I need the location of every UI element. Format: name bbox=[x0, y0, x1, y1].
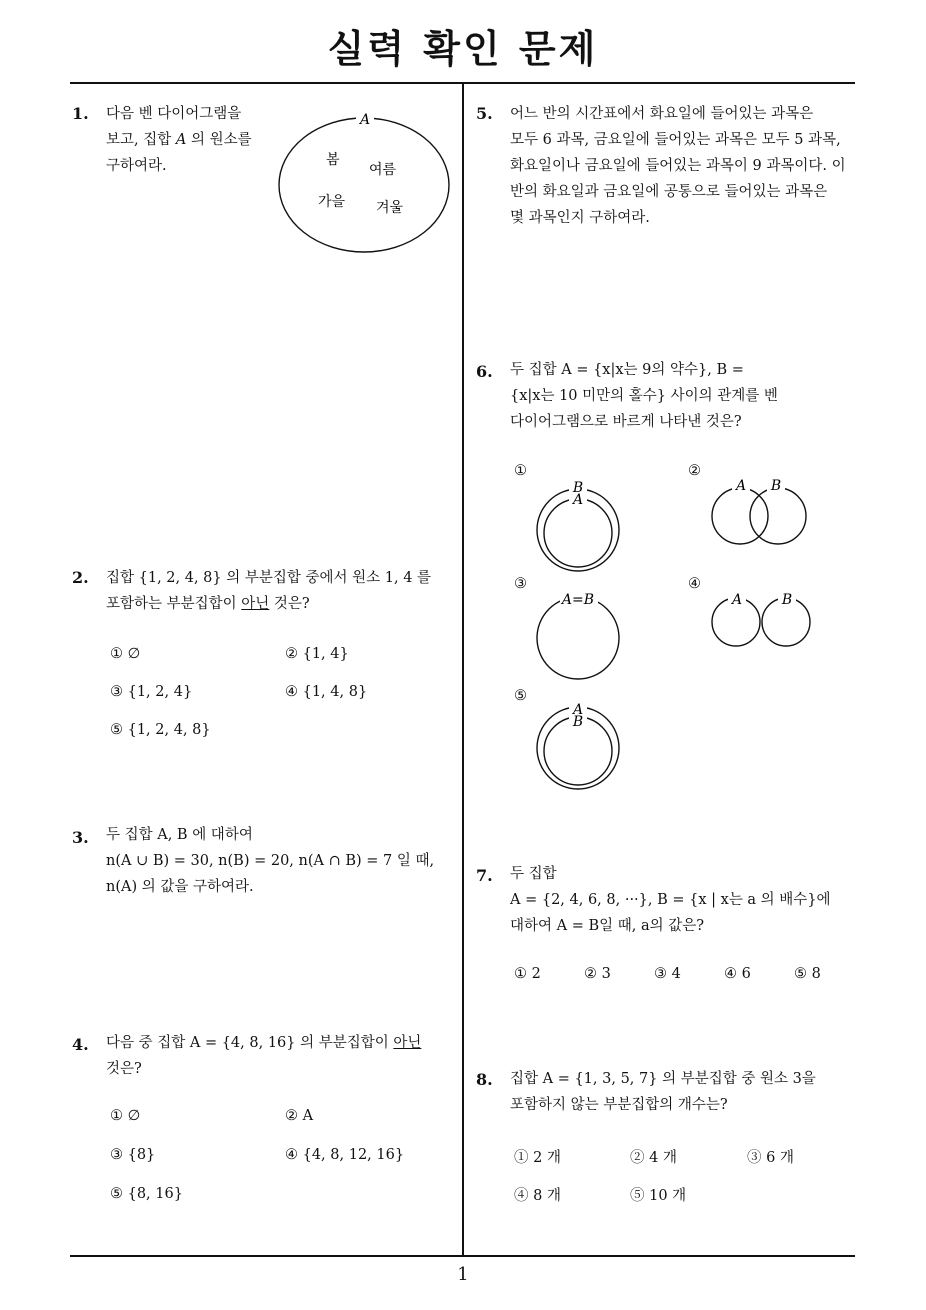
q4-number: 4. bbox=[72, 1035, 89, 1054]
q6-diagram-5 bbox=[530, 700, 630, 800]
q5-number: 5. bbox=[476, 104, 493, 123]
q2-option-3[interactable]: ③ {1, 2, 4} bbox=[110, 684, 193, 700]
q3-text bbox=[106, 822, 434, 900]
bottom-rule bbox=[70, 1255, 855, 1257]
q1-element-2: 여름 bbox=[369, 162, 397, 178]
q7-line1: 두 집합 bbox=[510, 866, 557, 882]
q4-option-3[interactable]: ③ {8} bbox=[110, 1147, 156, 1163]
q4-option-5[interactable]: ⑤ {8, 16} bbox=[110, 1186, 183, 1202]
q8-line1: 집합 A = {1, 3, 5, 7} 의 부분집합 중 원소 3을 bbox=[510, 1071, 816, 1087]
q7-text bbox=[510, 861, 831, 939]
q6-choice-2[interactable]: ② bbox=[688, 463, 701, 479]
q1-line2: 보고, 집합 A 의 원소를 bbox=[106, 132, 252, 148]
q6-line3: 다이어그램으로 바르게 나타낸 것은? bbox=[510, 414, 742, 430]
q8-line2: 포함하지 않는 부분집합의 개수는? bbox=[510, 1097, 728, 1113]
q7-option-2[interactable]: ② 3 bbox=[584, 966, 611, 982]
q6-line1: 두 집합 A = {x|x는 9의 약수}, B = bbox=[510, 362, 744, 378]
q6-c1-label-a: A bbox=[572, 492, 584, 508]
q6-choice-1[interactable]: ① bbox=[514, 463, 527, 479]
q7-line3: 대하여 A = B일 때, a의 값은? bbox=[510, 918, 705, 934]
q5-line3: 화요일이나 금요일에 들어있는 과목이 9 과목이다. 이 bbox=[510, 158, 846, 174]
q5-text bbox=[510, 101, 846, 231]
q7-option-4[interactable]: ④ 6 bbox=[724, 966, 751, 982]
q6-c4-label-a: A bbox=[731, 592, 743, 608]
q4-option-4[interactable]: ④ {4, 8, 12, 16} bbox=[285, 1147, 405, 1163]
q7-option-1[interactable]: ① 2 bbox=[514, 966, 541, 982]
q6-c2-label-b: B bbox=[770, 478, 782, 494]
q1-set-a-circle bbox=[279, 118, 449, 252]
page-title: 실력 확인 문제 bbox=[327, 27, 599, 71]
q2-option-5[interactable]: ⑤ {1, 2, 4, 8} bbox=[110, 722, 211, 738]
q4-text bbox=[106, 1030, 421, 1082]
q5-line4: 반의 화요일과 금요일에 공통으로 들어있는 과목은 bbox=[510, 184, 828, 200]
q2-option-1[interactable]: ① ∅ bbox=[110, 646, 141, 662]
q8-option-1[interactable]: ① 2 개 bbox=[514, 1150, 561, 1166]
q4-option-2[interactable]: ② A bbox=[285, 1108, 314, 1124]
q6-diagram-1 bbox=[530, 476, 630, 576]
q6-choice-3[interactable]: ③ bbox=[514, 576, 527, 592]
q3-number: 3. bbox=[72, 828, 89, 847]
q7-option-3[interactable]: ③ 4 bbox=[654, 966, 681, 982]
q4-option-1[interactable]: ① ∅ bbox=[110, 1108, 141, 1124]
q4-line1: 다음 중 집합 A = {4, 8, 16} 의 부분집합이 아닌 bbox=[106, 1035, 422, 1051]
q2-line2: 포함하는 부분집합이 아닌 것은? bbox=[106, 596, 310, 612]
q1-element-4: 겨울 bbox=[376, 200, 404, 216]
q5-line1: 어느 반의 시간표에서 화요일에 들어있는 과목은 bbox=[510, 106, 814, 122]
q8-number: 8. bbox=[476, 1070, 493, 1089]
q6-choice-5[interactable]: ⑤ bbox=[514, 688, 527, 704]
q2-number: 2. bbox=[72, 568, 89, 587]
q4-line2: 것은? bbox=[106, 1061, 142, 1077]
q1-element-1: 봄 bbox=[326, 152, 340, 168]
page-number: 1 bbox=[457, 1264, 469, 1285]
q6-c3-label: A=B bbox=[561, 592, 595, 608]
q1-text bbox=[106, 101, 252, 179]
q8-option-4[interactable]: ④ 8 개 bbox=[514, 1188, 561, 1204]
q3-line3: n(A) 의 값을 구하여라. bbox=[106, 879, 254, 895]
q7-option-5[interactable]: ⑤ 8 bbox=[794, 966, 821, 982]
q8-option-3[interactable]: ③ 6 개 bbox=[747, 1150, 794, 1166]
q6-number: 6. bbox=[476, 362, 493, 381]
q1-element-3: 가을 bbox=[318, 194, 346, 210]
q6-choice-4[interactable]: ④ bbox=[688, 576, 701, 592]
q6-c2-label-a: A bbox=[735, 478, 747, 494]
q2-option-4[interactable]: ④ {1, 4, 8} bbox=[285, 684, 368, 700]
q5-line5: 몇 과목인지 구하여라. bbox=[510, 210, 650, 226]
q6-line2: {x|x는 10 미만의 홀수} 사이의 관계를 벤 bbox=[510, 388, 778, 404]
q1-set-a-label: A bbox=[359, 112, 371, 128]
q2-line1: 집합 {1, 2, 4, 8} 의 부분집합 중에서 원소 1, 4 를 bbox=[106, 570, 432, 586]
q1-venn-diagram bbox=[278, 108, 453, 258]
q6-c5-label-a: A bbox=[572, 702, 584, 718]
q2-text bbox=[106, 565, 431, 617]
q8-text bbox=[510, 1066, 816, 1118]
q6-text bbox=[510, 357, 778, 435]
q6-c5-label-b: B bbox=[572, 714, 584, 730]
q3-line2: n(A ∪ B) = 30, n(B) = 20, n(A ∩ B) = 7 일 때, bbox=[106, 853, 435, 869]
q1-line1: 다음 벤 다이어그램을 bbox=[106, 106, 242, 122]
q5-line2: 모두 6 과목, 금요일에 들어있는 과목은 모두 5 과목, bbox=[510, 132, 841, 148]
q1-number: 1. bbox=[72, 104, 89, 123]
q7-number: 7. bbox=[476, 866, 493, 885]
q6-c4-label-b: B bbox=[781, 592, 793, 608]
q6-diagram-2 bbox=[704, 474, 834, 554]
q6-diagram-3 bbox=[530, 588, 630, 688]
q8-option-2[interactable]: ② 4 개 bbox=[630, 1150, 677, 1166]
q2-option-2[interactable]: ② {1, 4} bbox=[285, 646, 349, 662]
q6-diagram-4 bbox=[704, 588, 834, 658]
q1-line3: 구하여라. bbox=[106, 158, 167, 174]
q8-option-5[interactable]: ⑤ 10 개 bbox=[630, 1188, 687, 1204]
q3-line1: 두 집합 A, B 에 대하여 bbox=[106, 827, 253, 843]
q7-line2: A = {2, 4, 6, 8, ···}, B = {x | x는 a 의 배수}에 bbox=[510, 892, 831, 908]
q6-c1-label-b: B bbox=[572, 480, 584, 496]
column-divider bbox=[462, 83, 464, 1256]
